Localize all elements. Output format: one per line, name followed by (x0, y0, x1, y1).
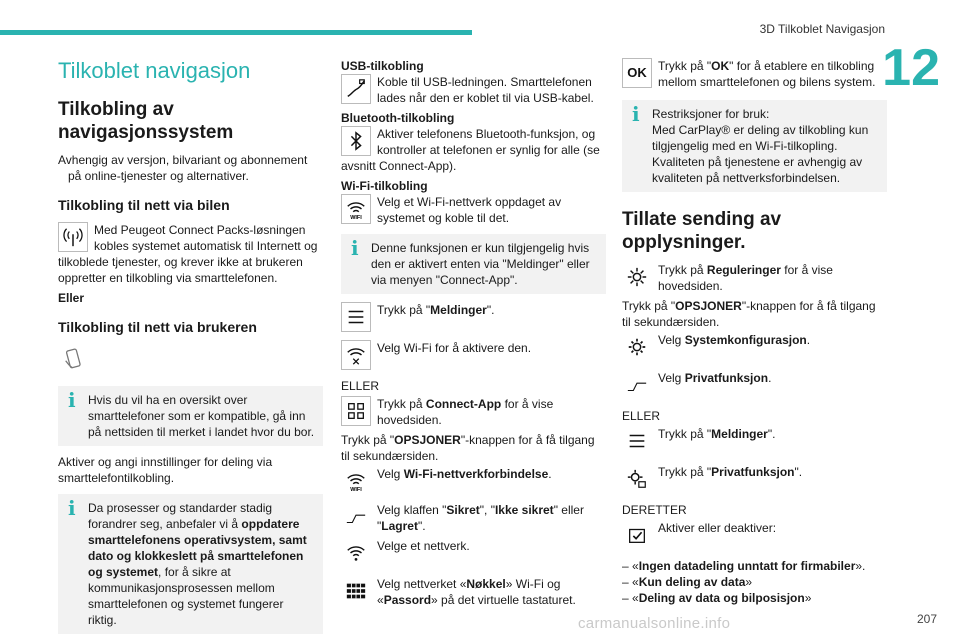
chapter-number: 12 (882, 39, 940, 97)
eller-label-3: ELLER (622, 409, 661, 423)
r7: Aktiver eller deaktiver: (658, 521, 777, 535)
s6e: " eller " (377, 503, 584, 533)
page-title: Tilkoblet navigasjon (58, 58, 251, 83)
s4a: Trykk på " (341, 433, 395, 447)
s3c: for å vise hovedsiden. (377, 397, 554, 427)
note-restrictions-l3: Kvaliteten på tjenestene er avhengig av kvaliteten på nettverksforbindelsen. (652, 155, 863, 185)
wifi-select-icon (341, 538, 371, 568)
smartphone-hand-icon (58, 344, 88, 374)
note-update (58, 494, 323, 634)
list-item: – «Deling av data og bilposisjon» (622, 591, 812, 605)
note-restrictions-l2: Med CarPlay® er deling av tilkobling kun tilgjengelig med en Wi-Fi-tilkopling. (652, 123, 869, 153)
s6f: Lagret (381, 519, 418, 533)
note-messages (341, 234, 606, 294)
keyboard-icon (341, 576, 371, 606)
info-icon: i (68, 388, 76, 412)
usb-cable-icon (341, 74, 371, 104)
r5b: Meldinger (711, 427, 768, 441)
r3a: Velg (658, 333, 685, 347)
ok-b: OK (711, 59, 730, 73)
r6a: Trykk på " (658, 465, 712, 479)
note-compatible (58, 386, 323, 446)
intro-text: Avhengig av versjon, bilvariant og abonnement på online-tjenester og alternativer. (58, 153, 308, 183)
ok-a: Trykk på " (658, 59, 712, 73)
wifi-icon (341, 194, 371, 224)
s3b: Connect-App (425, 397, 502, 411)
usb-text: Koble til USB-ledningen. Smarttelefonen lades når den er koblet til via USB-kabel. (377, 75, 594, 105)
s7: Velge et nettverk. (377, 539, 470, 553)
apps-grid-icon (341, 396, 371, 426)
r6c: ". (794, 465, 803, 479)
note-update-c: , for å sikre at kommunikasjonsprosessen mellom smarttelefonen og systemet fungerer riktig. (88, 565, 284, 627)
s8e: » på det virtuelle tastaturet. (431, 593, 576, 607)
watermark: carmanualsonline.info (578, 615, 731, 632)
note-messages-text: Denne funksjonen er kun tilgjengelig hvis den er aktivert enten via "Meldinger" eller via menyen "Connect-App". (371, 241, 590, 287)
s5c: . (548, 467, 552, 481)
r3c: . (806, 333, 811, 347)
r6b: Privatfunksjon (711, 465, 795, 479)
info-icon: i (68, 496, 76, 520)
r1c: for å vise hovedsiden. (658, 263, 833, 293)
bt-text: Aktiver telefonens Bluetooth-funksjon, og kontroller at telefonen er synlig for alle (se avsnitt Connect-App). (341, 127, 600, 173)
messages-icon (622, 426, 652, 456)
note-update-b: oppdatere smarttelefonens operativsystem, samt dato og klokkeslett på smarttelefonen og systemet (88, 517, 307, 579)
s2: Velg Wi-Fi for å aktivere den. (377, 341, 532, 355)
wifi-network-icon (341, 466, 371, 496)
column-1 (58, 58, 323, 642)
section-header: 3D Tilkoblet Navigasjon (759, 22, 885, 36)
r2c: "-knappen for å få tilgang til sekundærsiden. (622, 299, 876, 329)
checkbox-icon (622, 520, 652, 550)
s1c: ". (486, 303, 495, 317)
privacy-gear-icon (622, 464, 652, 494)
eller-label: Eller (58, 291, 85, 305)
r3b: Systemkonfigurasjon (684, 333, 807, 347)
r4b: Privatfunksjon (684, 371, 769, 385)
s6d: Ikke sikret (494, 503, 554, 517)
tab-flap-icon (622, 370, 652, 400)
bluetooth-icon (341, 126, 371, 156)
usb-heading: USB-tilkobling (341, 59, 424, 73)
settings-gear-icon (622, 262, 652, 292)
r1a: Trykk på (658, 263, 707, 277)
s4b: OPSJONER (394, 433, 461, 447)
s1a: Trykk på " (377, 303, 431, 317)
note-restrictions-l1: Restriksjoner for bruk: (652, 107, 770, 121)
r2b: OPSJONER (675, 299, 742, 313)
wifi-off-icon (341, 340, 371, 370)
messages-icon (341, 302, 371, 332)
s5a: Velg (377, 467, 404, 481)
note-restrictions (622, 100, 887, 192)
page-number: 207 (916, 612, 937, 626)
s8b: Nøkkel (466, 577, 506, 591)
vehicle-text: Med Peugeot Connect Packs-løsningen kobles systemet automatisk til Internett og tilkoblede tjenester, og krever ikke at brukeren oppretter en tilkobling via smarttelefonen. (58, 223, 318, 285)
s6b: Sikret (446, 503, 480, 517)
r5a: Trykk på " (658, 427, 712, 441)
heading-vehicle: Tilkobling til nett via bilen (58, 197, 230, 213)
s6a: Velg klaffen " (377, 503, 447, 517)
note-update-a: Da prosesser og standarder stadig forandrer seg, anbefaler vi å (88, 501, 273, 531)
ok-button-icon: OK (622, 58, 652, 88)
s4c: "-knappen for å få tilgang til sekundærsiden. (341, 433, 595, 463)
option-list (622, 558, 887, 606)
column-2 (341, 58, 606, 612)
info-icon: i (632, 102, 640, 126)
heading-user: Tilkobling til nett via brukeren (58, 319, 257, 335)
s8c: » Wi-Fi og « (377, 577, 561, 607)
system-config-icon (622, 332, 652, 362)
r4a: Velg (658, 371, 685, 385)
eller-label-2: ELLER (341, 379, 380, 393)
ok-c: " for å etablere en tilkobling mellom smarttelefonen og bilens system. (658, 59, 876, 89)
heading-share: Tillate sending av opplysninger. (622, 209, 782, 253)
heading-connect: Tilkobling av navigasjonssystem (58, 99, 234, 143)
s6c: ", " (479, 503, 495, 517)
column-3 (622, 58, 887, 606)
s8a: Velg nettverket « (377, 577, 467, 591)
s8d: Passord (383, 593, 432, 607)
list-item: – «Kun deling av data» (622, 575, 753, 589)
r1b: Reguleringer (706, 263, 781, 277)
deretter-label: DERETTER (622, 503, 687, 517)
s3a: Trykk på (377, 397, 426, 411)
wifi-text: Velg et Wi-Fi-nettverk oppdaget av systemet og koble til det. (377, 195, 562, 225)
note-compatible-text: Hvis du vil ha en oversikt over smarttelefoner som er kompatible, gå inn på nettsiden til merket i landet hvor du bor. (88, 393, 315, 439)
r2a: Trykk på " (622, 299, 676, 313)
bt-heading: Bluetooth-tilkobling (341, 111, 455, 125)
tab-flap-icon (341, 502, 371, 532)
activate-text: Aktiver og angi innstillinger for deling via smarttelefontilkobling. (58, 455, 273, 485)
s1b: Meldinger (430, 303, 487, 317)
info-icon: i (351, 236, 359, 260)
antenna-icon (58, 222, 88, 252)
s6g: ". (417, 519, 426, 533)
r5c: ". (767, 427, 776, 441)
svg-text:WIFI: WIFI (350, 487, 362, 492)
header-accent-bar (0, 30, 472, 35)
r4c: . (768, 371, 772, 385)
s5b: Wi-Fi-nettverkforbindelse (403, 467, 549, 481)
wifi-heading: Wi-Fi-tilkobling (341, 179, 428, 193)
svg-text:WIFI: WIFI (350, 215, 362, 220)
list-item: – «Ingen datadeling unntatt for firmabiler». (622, 559, 866, 573)
